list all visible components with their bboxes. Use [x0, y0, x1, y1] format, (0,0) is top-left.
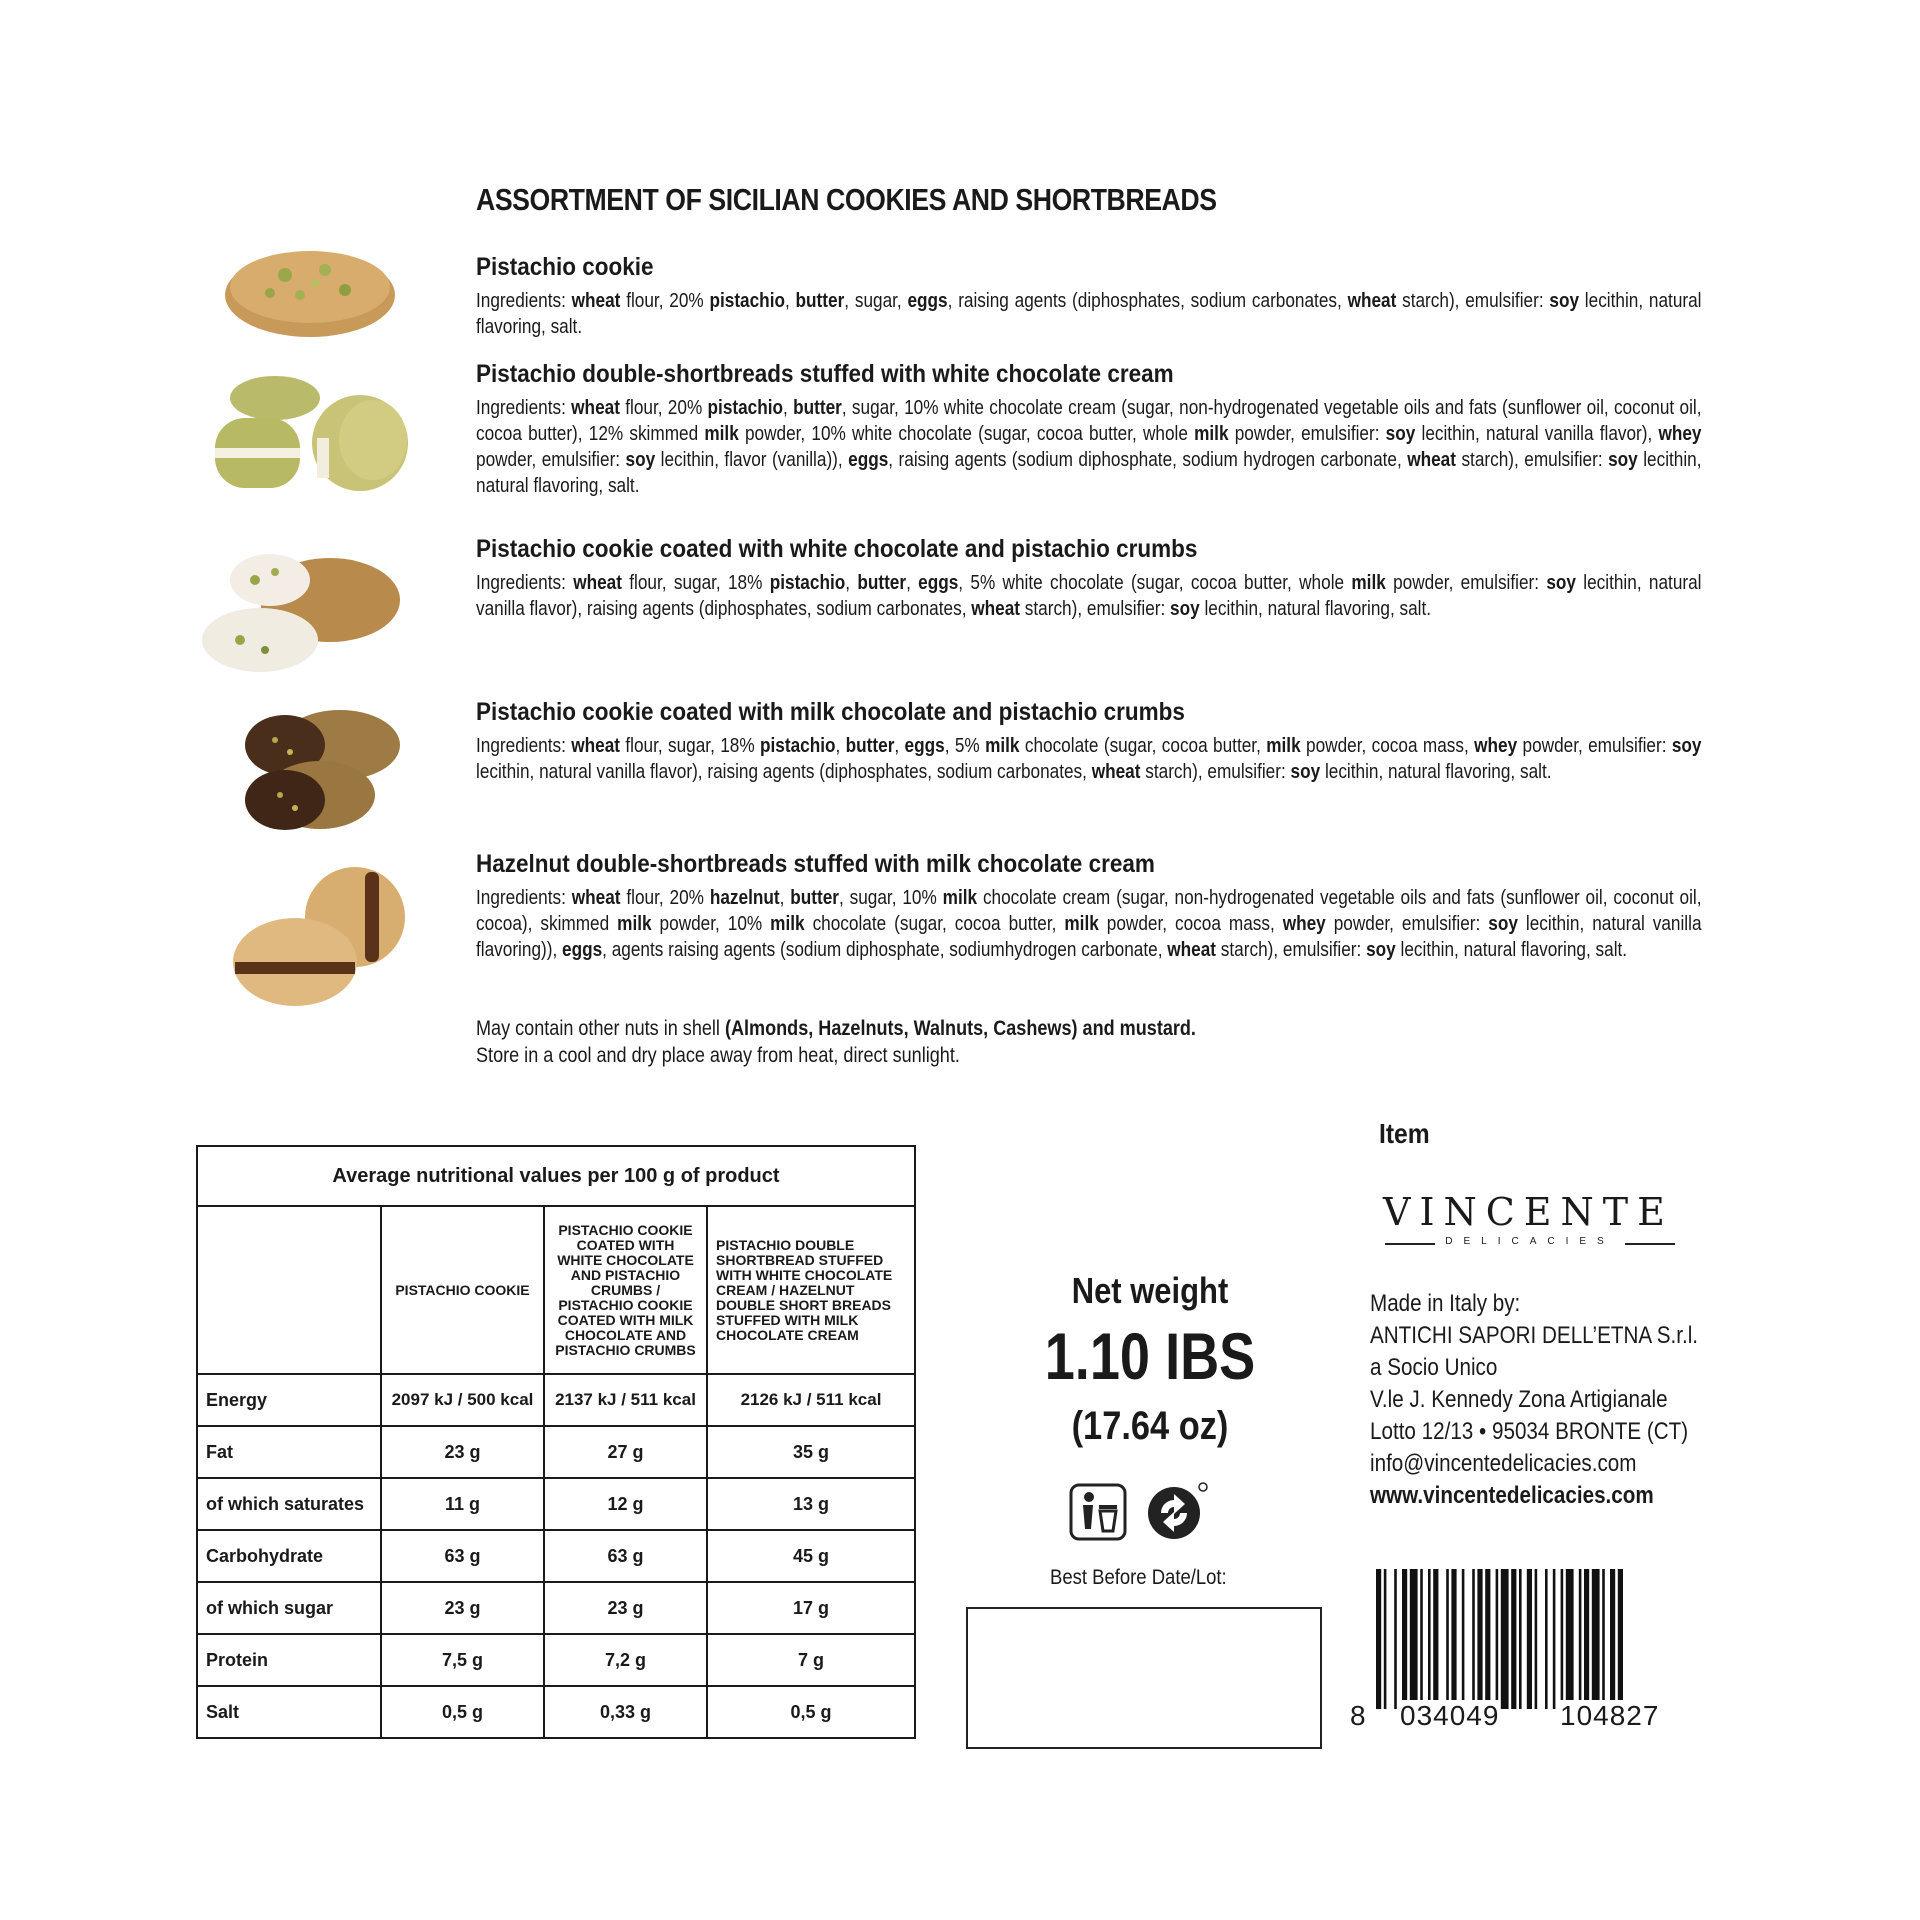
pistachio-shortbread-image [205, 368, 415, 508]
cell-value: 13 g [707, 1478, 915, 1530]
address-line: Made in Italy by: [1370, 1290, 1521, 1317]
cell-value: 0,33 g [544, 1686, 707, 1738]
address-line: ANTICHI SAPORI DELL’ETNA S.r.l. [1370, 1322, 1699, 1349]
allergen-note: May contain other nuts in shell (Almonds, Hazelnuts, Walnuts, Cashews) and mustard. [476, 1017, 1196, 1040]
product-pistachio-cookie [476, 253, 1706, 340]
product-name: Pistachio cookie [476, 253, 654, 281]
product-milk-chocolate-cookie [476, 698, 1706, 785]
barcode-bar [1496, 1569, 1499, 1709]
barcode-bar [1527, 1569, 1532, 1709]
barcode-bar [1420, 1569, 1423, 1709]
row-label: Carbohydrate [197, 1530, 381, 1582]
cell-value: 12 g [544, 1478, 707, 1530]
table-row [197, 1582, 915, 1634]
barcode-bar [1602, 1569, 1605, 1709]
product-white-chocolate-cookie [476, 535, 1706, 622]
barcode-bar [1451, 1569, 1456, 1709]
product-pistachio-shortbread [476, 360, 1706, 499]
barcode-bar [1446, 1569, 1449, 1709]
barcode-first-digit: 8 [1350, 1700, 1366, 1731]
cell-value: 2137 kJ / 511 kcal [544, 1374, 707, 1426]
nutrition-table [196, 1145, 916, 1739]
cell-value: 27 g [544, 1426, 707, 1478]
row-label: Fat [197, 1426, 381, 1478]
page-title: ASSORTMENT OF SICILIAN COOKIES AND SHORTBREADS [476, 182, 1217, 217]
barcode-bar [1501, 1569, 1509, 1709]
barcode-bar [1592, 1569, 1600, 1709]
barcode-bar [1428, 1569, 1431, 1709]
ingredients-text: Ingredients: wheat flour, 20% pistachio, butter, sugar, eggs, raising agents (diphosphates, sodium carbonates, wheat starch), emulsifier: soy lecithin, natural flavoring, salt. [476, 290, 1702, 338]
barcode-bar [1384, 1569, 1387, 1709]
brand-logo: VINCENTE [1383, 1190, 1674, 1234]
manufacturer-address [1370, 1288, 1698, 1512]
barcode-bar [1433, 1569, 1438, 1709]
brand-subtitle: DELICACIES [1385, 1236, 1675, 1247]
best-before-box [966, 1607, 1322, 1749]
ingredients-text: Ingredients: wheat flour, 20% pistachio, butter, sugar, 10% white chocolate cream (sugar, non-hydrogenated vegetable oils and fats (sunflower oil, coconut oil, cocoa butter), 12% skimmed milk powder, 10% white chocolate (sugar, cocoa butter, whole milk powder, emulsifier: soy lecithin, natural vanilla flavor), whey powder, emulsifier: soy lecithin, flavor (vanilla)), eggs, raising agents (sodium diphosphate, sodium hydrogen carbonate, wheat starch), emulsifier: soy lecithin, natural flavoring, salt. [476, 397, 1702, 497]
barcode-bar [1402, 1569, 1407, 1709]
barcode-bar [1553, 1569, 1556, 1709]
item-label: Item [1379, 1118, 1430, 1149]
barcode-bar [1579, 1569, 1582, 1709]
hazelnut-shortbread-image [225, 862, 415, 1012]
product-name: Hazelnut double-shortbreads stuffed with milk chocolate cream [476, 850, 1155, 878]
barcode-left-digits: 034049 [1400, 1700, 1500, 1731]
barcode-bar [1477, 1569, 1482, 1709]
cell-value: 63 g [544, 1530, 707, 1582]
barcode-bar [1462, 1569, 1465, 1709]
cell-value: 35 g [707, 1426, 915, 1478]
table-row [197, 1634, 915, 1686]
barcode-bar [1511, 1569, 1516, 1709]
net-weight-value: 1.10 IBS [1044, 1319, 1256, 1393]
cell-value: 7 g [707, 1634, 915, 1686]
product-name: Pistachio cookie coated with milk chocolate and pistachio crumbs [476, 698, 1185, 726]
table-row [197, 1374, 915, 1426]
cell-value: 23 g [381, 1426, 544, 1478]
barcode-right-digits: 104827 [1560, 1700, 1660, 1731]
milk-chocolate-cookie-image [230, 700, 410, 840]
row-label: of which sugar [197, 1582, 381, 1634]
barcode-bar [1485, 1569, 1490, 1709]
barcode-bar [1394, 1569, 1397, 1709]
bin-disposal-icon [1069, 1483, 1127, 1541]
empty-header-cell [197, 1206, 381, 1374]
cell-value: 63 g [381, 1530, 544, 1582]
nutrition-heading: Average nutritional values per 100 g of product [197, 1146, 915, 1206]
row-label: of which saturates [197, 1478, 381, 1530]
cell-value: 45 g [707, 1530, 915, 1582]
best-before-label: Best Before Date/Lot: [1050, 1566, 1227, 1589]
ingredients-text: Ingredients: wheat flour, sugar, 18% pistachio, butter, eggs, 5% white chocolate (sugar, cocoa butter, whole milk powder, emulsifier: soy lecithin, natural vanilla flavor), raising agents (diphosphates, sodium carbonates, wheat starch), emulsifier: soy lecithin, natural flavoring, salt. [476, 572, 1702, 620]
cell-value: 2097 kJ / 500 kcal [381, 1374, 544, 1426]
barcode-bar [1561, 1569, 1564, 1709]
barcode-bar [1410, 1569, 1418, 1709]
ingredients-text: Ingredients: wheat flour, sugar, 18% pistachio, butter, eggs, 5% milk chocolate (sugar, cocoa butter, milk powder, cocoa mass, whey powder, emulsifier: soy lecithin, natural vanilla flavor), raising agents (diphosphates, sodium carbonates, wheat starch), emulsifier: soy lecithin, natural flavoring, salt. [476, 735, 1702, 783]
storage-note: Store in a cool and dry place away from heat, direct sunlight. [476, 1044, 960, 1067]
allergen-storage-notes [476, 1015, 1196, 1069]
barcode-bar [1618, 1569, 1623, 1709]
row-label: Energy [197, 1374, 381, 1426]
product-hazelnut-shortbread [476, 850, 1706, 963]
cell-value: 17 g [707, 1582, 915, 1634]
row-label: Protein [197, 1634, 381, 1686]
cell-value: 23 g [381, 1582, 544, 1634]
cell-value: 2126 kJ / 511 kcal [707, 1374, 915, 1426]
barcode-bar [1472, 1569, 1475, 1709]
table-row [197, 1478, 915, 1530]
address-line: Lotto 12/13 • 95034 BRONTE (CT) [1370, 1418, 1689, 1445]
address-line: a Socio Unico [1370, 1354, 1498, 1381]
pistachio-cookie-image [215, 235, 405, 345]
net-weight-ounces: (17.64 oz) [1071, 1404, 1229, 1448]
product-name: Pistachio double-shortbreads stuffed with white chocolate cream [476, 360, 1174, 388]
address-line: info@vincentedelicacies.com [1370, 1450, 1637, 1477]
table-row [197, 1530, 915, 1582]
barcode-bar [1610, 1569, 1615, 1709]
cell-value: 11 g [381, 1478, 544, 1530]
cell-value: 0,5 g [381, 1686, 544, 1738]
barcode-bar [1519, 1569, 1522, 1709]
green-dot-recycle-icon [1145, 1480, 1211, 1542]
barcode-bar [1376, 1569, 1381, 1709]
website-link[interactable]: www.vincentedelicacies.com [1370, 1482, 1654, 1509]
white-chocolate-cookie-image [200, 540, 410, 680]
column-header: PISTACHIO COOKIE [381, 1206, 544, 1374]
barcode-bar [1584, 1569, 1589, 1709]
barcode-bar [1545, 1569, 1548, 1709]
barcode-bar [1566, 1569, 1574, 1709]
column-header: PISTACHIO COOKIE COATED WITH WHITE CHOCOLATE AND PISTACHIO CRUMBS / PISTACHIO COOKIE COATED WITH MILK CHOCOLATE AND PISTACHIO CRUMBS [544, 1206, 707, 1374]
address-line: V.le J. Kennedy Zona Artigianale [1370, 1386, 1668, 1413]
ingredients-text: Ingredients: wheat flour, 20% hazelnut, butter, sugar, 10% milk chocolate cream (sugar, non-hydrogenated vegetable oils and fats (sunflower oil, coconut oil, cocoa), skimmed milk powder, 10% milk chocolate (sugar, cocoa butter, milk powder, cocoa mass, whey powder, emulsifier: soy lecithin, natural vanilla flavoring)), eggs, agents raising agents (sodium diphosphate, sodiumhydrogen carbonate, wheat starch), emulsifier: soy lecithin, natural flavoring, salt. [476, 887, 1702, 961]
table-row [197, 1426, 915, 1478]
barcode [1372, 1569, 1692, 1719]
cell-value: 23 g [544, 1582, 707, 1634]
net-weight-label: Net weight [1071, 1270, 1229, 1311]
barcode-bar [1535, 1569, 1538, 1709]
cell-value: 7,2 g [544, 1634, 707, 1686]
cell-value: 0,5 g [707, 1686, 915, 1738]
table-row [197, 1686, 915, 1738]
row-label: Salt [197, 1686, 381, 1738]
cell-value: 7,5 g [381, 1634, 544, 1686]
product-name: Pistachio cookie coated with white chocolate and pistachio crumbs [476, 535, 1198, 563]
column-header: PISTACHIO DOUBLE SHORTBREAD STUFFED WITH WHITE CHOCOLATE CREAM / HAZELNUT DOUBLE SHORT BREADS STUFFED WITH MILK CHOCOLATE CREAM [707, 1206, 915, 1374]
